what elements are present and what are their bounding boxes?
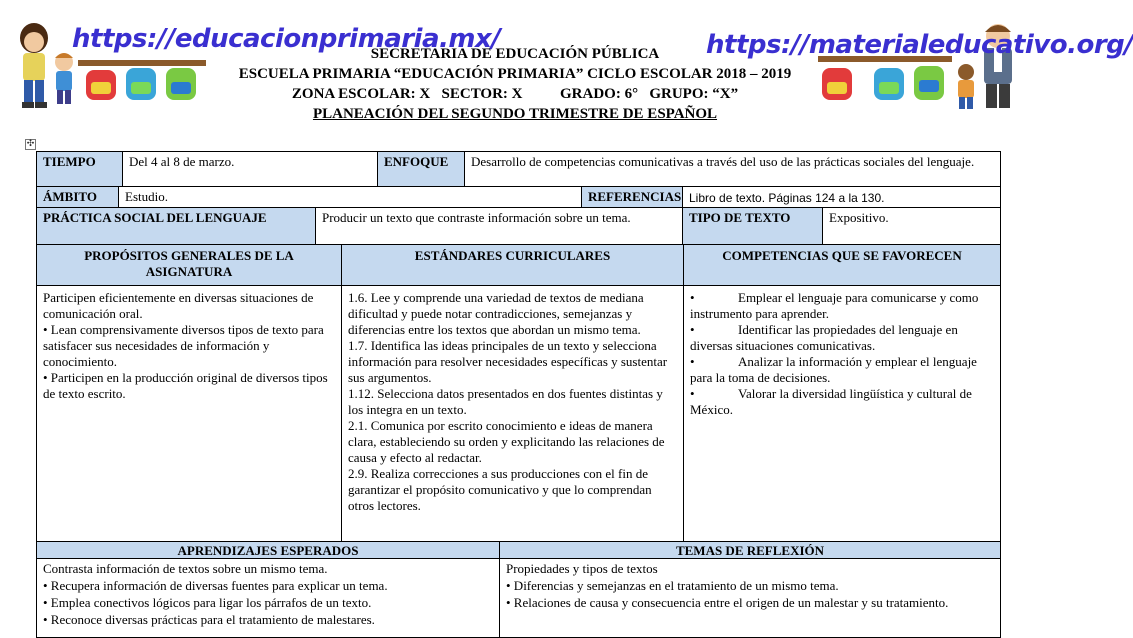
competencia-item: • Valorar la diversidad lingüística y cultural de México.	[690, 386, 972, 417]
estandares-header: ESTÁNDARES CURRICULARES	[341, 244, 684, 286]
bullet-icon: •	[690, 386, 695, 401]
heading-line-planeacion: PLANEACIÓN DEL SEGUNDO TRIMESTRE DE ESPAÑOL	[312, 106, 718, 122]
table-move-handle-icon[interactable]: ✣	[26, 139, 35, 149]
tema-item: • Relaciones de causa y consecuencia entre el origen de un malestar y su tratamiento.	[506, 595, 949, 610]
aprendizaje-item: • Emplea conectivos lógicos para ligar los párrafos de un texto.	[43, 595, 372, 610]
tipo-texto-value: Expositivo.	[822, 207, 1001, 245]
bullet-icon: •	[690, 290, 695, 305]
propositos-header: PROPÓSITOS GENERALES DE LA ASIGNATURA	[36, 244, 342, 286]
competencia-item: • Emplear el lenguaje para comunicarse y como instrumento para aprender.	[690, 290, 979, 321]
backpacks-illustration-left	[78, 60, 206, 104]
enfoque-label: ENFOQUE	[377, 151, 465, 187]
proposito-item: • Lean comprensivamente diversos tipos de texto para satisfacer sus necesidades de información y conocimiento.	[43, 322, 324, 369]
document-heading	[190, 44, 840, 124]
tema-item: Propiedades y tipos de textos	[506, 561, 658, 576]
estandar-item: 2.9. Realiza correcciones a sus producciones con el fin de garantizar el propósito comunicativo y que lo comprendan otros lectores.	[348, 466, 652, 513]
heading-line-secretaria: SECRETARIA DE EDUCACIÓN PÚBLICA	[370, 46, 660, 62]
estandar-item: 1.6. Lee y comprende una variedad de textos de mediana dificultad y puede notar contradicciones, semejanzas y diferencias entre los textos que abordan un mismo tema.	[348, 290, 644, 337]
aprendizaje-item: • Recupera información de diversas fuentes para explicar un tema.	[43, 578, 388, 593]
competencias-header: COMPETENCIAS QUE SE FAVORECEN	[683, 244, 1001, 286]
temas-content	[499, 558, 1001, 638]
competencias-content	[683, 285, 1001, 542]
practica-value: Producir un texto que contraste información sobre un tema.	[315, 207, 683, 245]
page-header	[0, 0, 1133, 135]
aprendizaje-item: Contrasta información de textos sobre un mismo tema.	[43, 561, 328, 576]
practica-label: PRÁCTICA SOCIAL DEL LENGUAJE	[36, 207, 316, 245]
estandar-item: 1.12. Selecciona datos presentados en dos fuentes distintas y los integra en un texto.	[348, 386, 663, 417]
website-url-left[interactable]: https://educacionprimaria.mx/	[72, 24, 501, 54]
competencia-item: • Analizar la información y emplear el lenguaje para la toma de decisiones.	[690, 354, 977, 385]
ambito-value: Estudio.	[118, 186, 582, 208]
temas-header: TEMAS DE REFLEXIÓN	[499, 541, 1001, 559]
estandares-content	[341, 285, 684, 542]
website-url-right[interactable]: https://materialeducativo.org/	[706, 30, 1133, 60]
estandar-item: 1.7. Identifica las ideas principales de un texto y selecciona información para resolver necesidades específicas y sustentar sus argumentos.	[348, 338, 668, 385]
tema-item: • Diferencias y semejanzas en el tratamiento de un mismo tema.	[506, 578, 839, 593]
bullet-icon: •	[690, 322, 695, 337]
planning-table	[36, 151, 1001, 630]
aprendizaje-item: • Reconoce diversas prácticas para el tratamiento de malestares.	[43, 612, 375, 627]
tiempo-value: Del 4 al 8 de marzo.	[122, 151, 378, 187]
heading-line-escuela: ESCUELA PRIMARIA “EDUCACIÓN PRIMARIA” CICLO ESCOLAR 2018 – 2019	[238, 66, 792, 82]
propositos-content	[36, 285, 342, 542]
heading-line-zona: ZONA ESCOLAR: X SECTOR: X GRADO: 6° GRUPO: “X”	[291, 86, 739, 102]
referencias-value: Libro de texto. Páginas 124 a la 130.	[682, 186, 1001, 208]
aprendizajes-content	[36, 558, 500, 638]
estandar-item: 2.1. Comunica por escrito conocimiento e ideas de manera clara, estableciendo su orden y explicitando las relaciones de causa y efecto al redactar.	[348, 418, 665, 465]
referencias-label: REFERENCIAS	[581, 186, 683, 208]
bullet-icon: •	[690, 354, 695, 369]
tipo-texto-label: TIPO DE TEXTO	[682, 207, 823, 245]
competencia-item: • Identificar las propiedades del lenguaje en diversas situaciones comunicativas.	[690, 322, 958, 353]
ambito-label: ÁMBITO	[36, 186, 119, 208]
proposito-item: • Participen en la producción original de diversos tipos de texto escrito.	[43, 370, 328, 401]
enfoque-value: Desarrollo de competencias comunicativas a través del uso de las prácticas sociales del lenguaje.	[464, 151, 1001, 187]
tiempo-label: TIEMPO	[36, 151, 123, 187]
aprendizajes-header: APRENDIZAJES ESPERADOS	[36, 541, 500, 559]
proposito-item: Participen eficientemente en diversas situaciones de comunicación oral.	[43, 290, 314, 321]
